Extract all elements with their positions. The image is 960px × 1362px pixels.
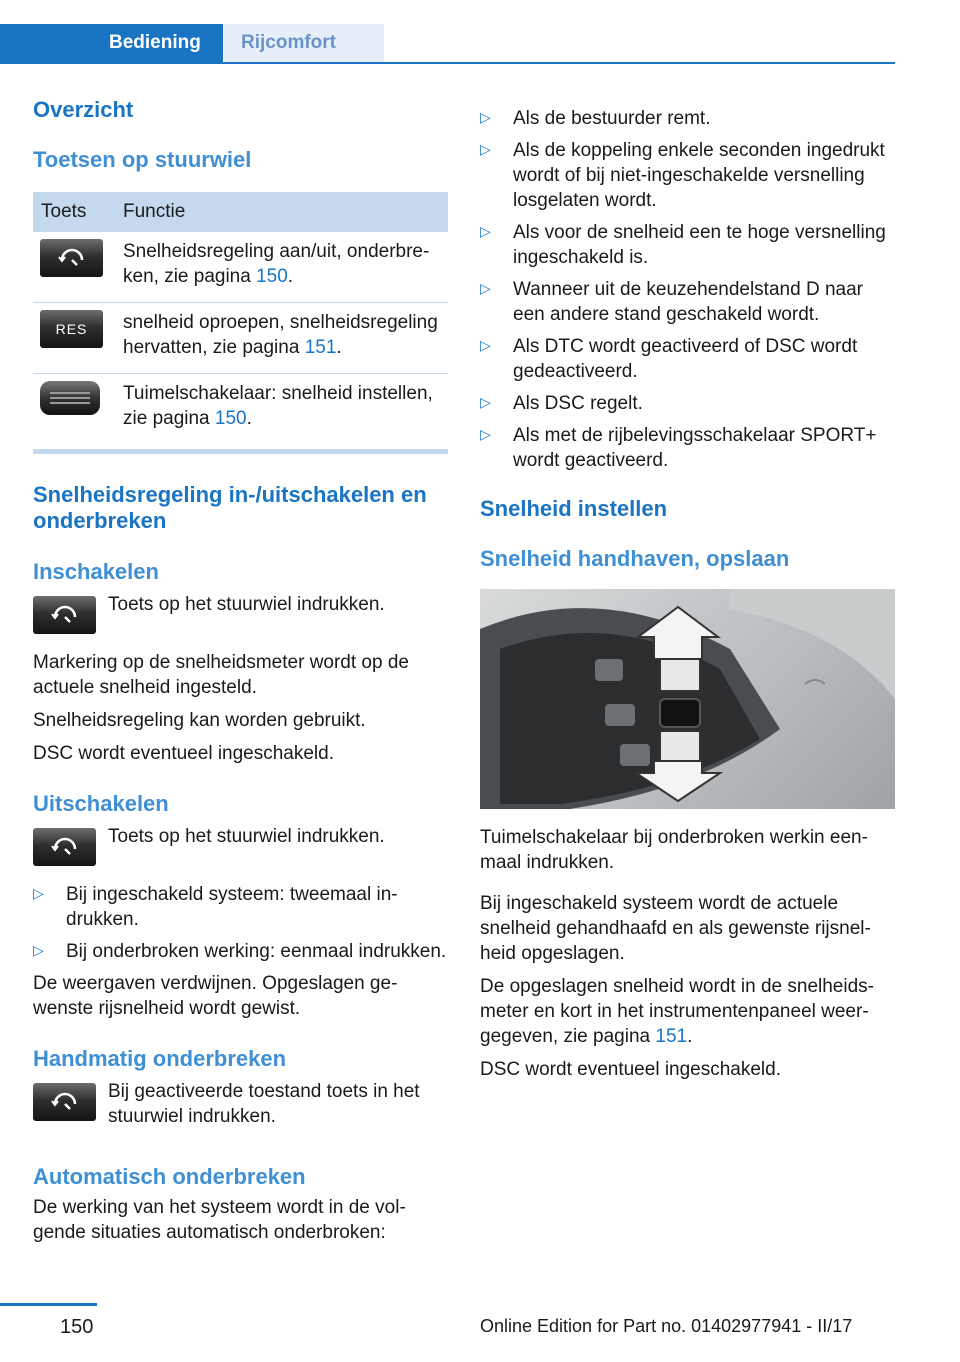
page-link-151[interactable]: 151 (655, 1026, 688, 1047)
off-instruction: Toets op het stuurwiel indrukken. (108, 826, 385, 847)
cruise-control-icon (33, 828, 96, 866)
list-item: ▷ Bij onderbroken werking: eenmaal indrukken. (33, 939, 448, 964)
on-heading: Inschakelen (33, 559, 159, 584)
set-speed-heading: Snelheid instellen (480, 496, 668, 521)
list-item: ▷ Als DTC wordt geactiveerd of DSC wordt gedeactiveerd. (480, 334, 895, 384)
on-paragraph-1: Markering op de snelheidsmeter wordt op de actuele snelheid ingesteld. (33, 652, 409, 698)
page-link-151[interactable]: 151 (304, 337, 337, 358)
right-paragraph-2: Bij ingeschakeld systeem wordt de actuele snelheid gehandhaafd en als gewenste rijsnelheid opgeslagen. (480, 893, 871, 964)
list-item: ▷ Als met de rijbelevingsschakelaar SPORT+ wordt geactiveerd. (480, 423, 895, 473)
row3-end: . (246, 408, 252, 429)
cruise-control-icon (33, 1083, 96, 1121)
right-paragraph-1: Tuimelschakelaar bij onderbroken werkin eenmaal indrukken. (480, 827, 868, 873)
keys-table-header (33, 192, 448, 232)
list-item: ▷ Wanneer uit de keuzehendelstand D naar een andere stand geschakeld wordt. (480, 277, 895, 327)
auto-paragraph: De werking van het systeem wordt in de volgende situaties automatisch onderbroken: (33, 1197, 406, 1243)
maintain-heading: Snelheid handhaven, opslaan (480, 546, 790, 571)
onoff-heading: Snelheidsregeling in-/uitschakelen en onderbreken (33, 482, 427, 533)
table-row (33, 303, 448, 374)
steering-wheel-illustration (480, 589, 895, 809)
auto-bullets (480, 106, 895, 473)
steering-wheel-photo (480, 589, 895, 809)
off-bullets (33, 882, 448, 964)
right-paragraph-3 (480, 974, 895, 1049)
col-function-header: Functie (123, 192, 448, 232)
tab-bediening-label: Bediening (109, 32, 201, 53)
keys-table (33, 192, 448, 454)
tab-rijcomfort-label: Rijcomfort (241, 32, 336, 53)
row2-text: snelheid oproepen, snelheidsregeling hervatten, zie pagina (123, 312, 438, 358)
right-paragraph-4: DSC wordt eventueel ingeschakeld. (480, 1059, 782, 1080)
table-row (33, 232, 448, 303)
cruise-control-icon (40, 239, 103, 277)
res-button-icon: RES (40, 310, 103, 348)
page-link-150[interactable]: 150 (256, 266, 288, 287)
off-paragraph: De weergaven verdwijnen. Opgeslagen gewenste rijsnelheid wordt gewist. (33, 973, 398, 1019)
list-item: ▷ Als DSC regelt. (480, 391, 895, 416)
rocker-switch-icon (40, 381, 100, 415)
row1-text: Snelheidsregeling aan/uit, onderbreken, zie pagina (123, 241, 430, 287)
list-item: ▷ Als de bestuurder remt. (480, 106, 895, 131)
manual-instruction: Bij geactiveerde toestand toets in het stuurwiel indrukken. (108, 1081, 420, 1127)
auto-heading: Automatisch onderbreken (33, 1164, 306, 1189)
overview-heading: Overzicht (33, 97, 134, 122)
row3-text: Tuimelschakelaar: snelheid instellen, zie pagina (123, 383, 433, 429)
tab-rijcomfort[interactable] (224, 24, 384, 62)
tab-bediening[interactable] (0, 24, 223, 62)
left-column (33, 96, 448, 1245)
list-item: ▷ Als de koppeling enkele seconden ingedrukt wordt of bij niet-ingeschakelde versnelling losgelaten wordt. (480, 138, 895, 213)
right-paragraph-3-text: De opgeslagen snelheid wordt in de snelheidsmeter en kort in het instrumentenpaneel weergegeven, zie pagina (480, 976, 874, 1047)
row2-end: . (336, 337, 342, 358)
page-number: 150 (60, 1316, 94, 1338)
col-key-header: Toets (33, 192, 123, 232)
edition-text: Online Edition for Part no. 01402977941 - II/17 (480, 1316, 853, 1336)
row1-end: . (287, 266, 294, 287)
chapter-tabs (0, 24, 895, 64)
table-row (33, 374, 448, 452)
keys-heading: Toetsen op stuurwiel (33, 147, 252, 172)
off-instruction-row (33, 824, 448, 866)
manual-heading: Handmatig onderbreken (33, 1046, 287, 1071)
on-paragraph-2: Snelheidsregeling kan worden gebruikt. (33, 710, 366, 731)
right-column (480, 96, 895, 1082)
list-item: ▷ Als voor de snelheid een te hoge versnelling ingeschakeld is. (480, 220, 895, 270)
off-heading: Uitschakelen (33, 791, 169, 816)
on-paragraph-3: DSC wordt eventueel ingeschakeld. (33, 743, 335, 764)
page-link-150[interactable]: 150 (214, 408, 247, 429)
footer-rule (0, 1303, 97, 1306)
cruise-control-icon (33, 596, 96, 634)
manual-instruction-row (33, 1079, 448, 1129)
on-instruction-row (33, 592, 448, 634)
right-paragraph-3-end: . (687, 1026, 693, 1047)
on-instruction: Toets op het stuurwiel indrukken. (108, 594, 385, 615)
list-item: ▷ Bij ingeschakeld systeem: tweemaal indrukken. (33, 882, 448, 932)
